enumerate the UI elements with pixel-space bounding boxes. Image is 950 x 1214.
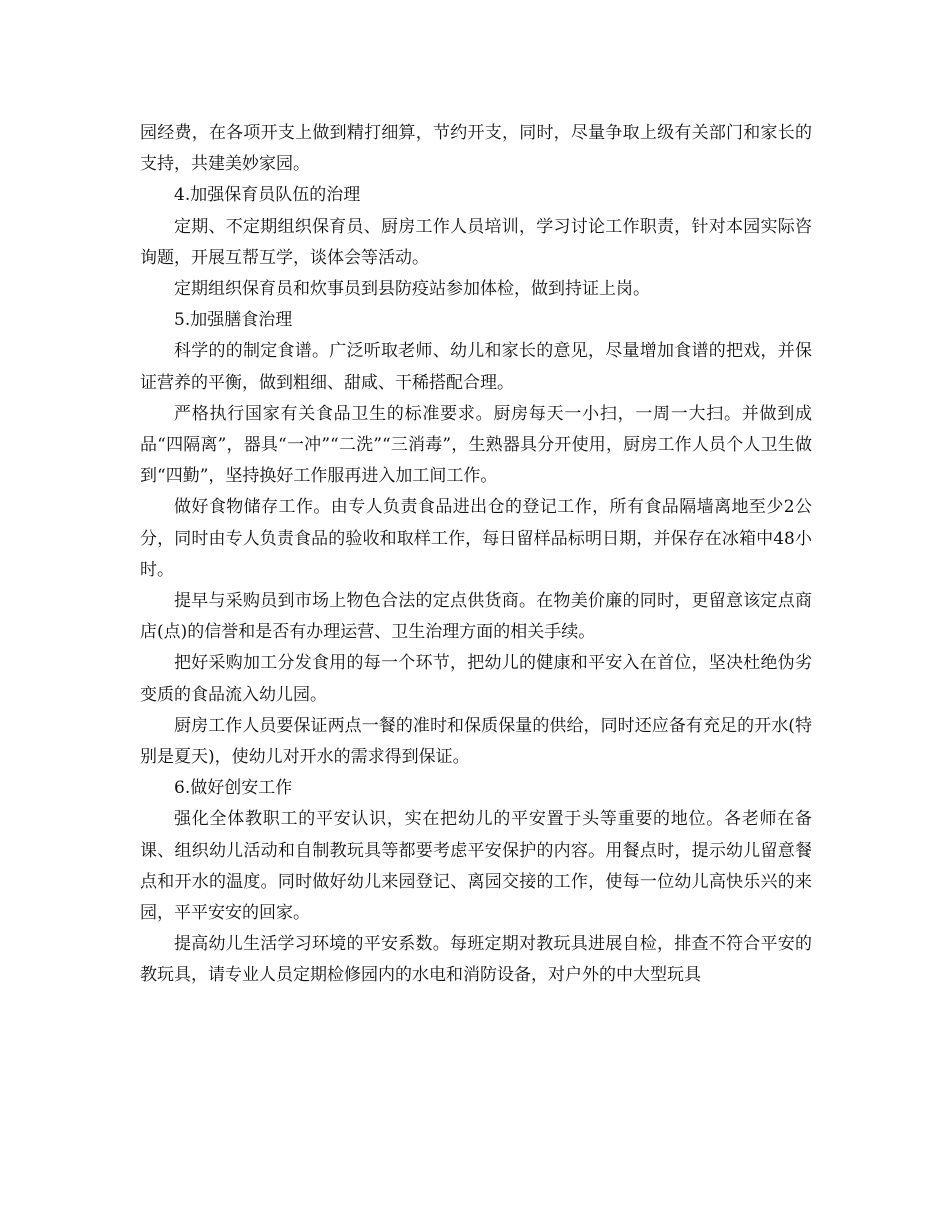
section-heading-4: 4.加强保育员队伍的治理 [174,185,361,206]
section-heading-6: 6.做好创安工作 [174,778,293,799]
section-heading-5: 5.加强膳食治理 [174,310,293,331]
paragraph-budget-continuation: 园经费，在各项开支上做到精打细算，节约开支，同时，尽量争取上级有关部门和家长的支持，共建美妙家园。 [140,123,812,175]
paragraph-health-check: 定期组织保育员和炊事员到县防疫站参加体检，做到持证上岗。 [174,279,650,300]
paragraph-hygiene-standards: 严格执行国家有关食品卫生的标准要求。厨房每天一小扫，一周一大扫。并做到成品“四隔离”，器具“一冲”“二洗”“三消毒”，生熟器具分开使用，厨房工作人员个人卫生做到“四勤”，坚持换好工作服再进入加工间工作。 [140,403,812,487]
paragraph-environment-safety: 提高幼儿生活学习环境的平安系数。每班定期对教玩具进展自检，排查不符合平安的教玩具，请专业人员定期检修园内的水电和消防设备，对户外的中大型玩具 [140,934,812,986]
paragraph-safety-awareness: 强化全体教职工的平安认识，实在把幼儿的平安置于头等重要的地位。各老师在备课、组织幼儿活动和自制教玩具等都要考虑平安保护的内容。用餐点时，提示幼儿留意餐点和开水的温度。同时做好幼儿来园登记、离园交接的工作，使每一位幼儿高快乐兴的来园，平平安安的回家。 [140,809,812,924]
paragraph-food-storage: 做好食物储存工作。由专人负责食品进出仓的登记工作，所有食品隔墙离地至少2公分，同时由专人负责食品的验收和取样工作，每日留样品标明日期，并保存在冰箱中48小时。 [140,497,812,580]
paragraph-food-safety: 把好采购加工分发食用的每一个环节，把幼儿的健康和平安入在首位，坚决杜绝伪劣变质的食品流入幼儿园。 [140,653,812,705]
paragraph-staff-training: 定期、不定期组织保育员、厨房工作人员培训，学习讨论工作职责，针对本园实际咨询题，开展互帮互学，谈体会等活动。 [140,216,812,268]
document-body [140,118,812,992]
paragraph-meal-supply: 厨房工作人员要保证两点一餐的准时和保质保量的供给，同时还应备有充足的开水(特别是夏天)，使幼儿对开水的需求得到保证。 [140,715,812,768]
paragraph-menu-planning: 科学的的制定食谱。广泛听取老师、幼儿和家长的意见，尽量增加食谱的把戏，并保证营养的平衡，做到粗细、甜咸、干稀搭配合理。 [140,341,812,393]
paragraph-supplier: 提早与采购员到市场上物色合法的定点供货商。在物美价廉的同时，更留意该定点商店(点)的信誉和是否有办理运营、卫生治理方面的相关手续。 [140,591,812,643]
